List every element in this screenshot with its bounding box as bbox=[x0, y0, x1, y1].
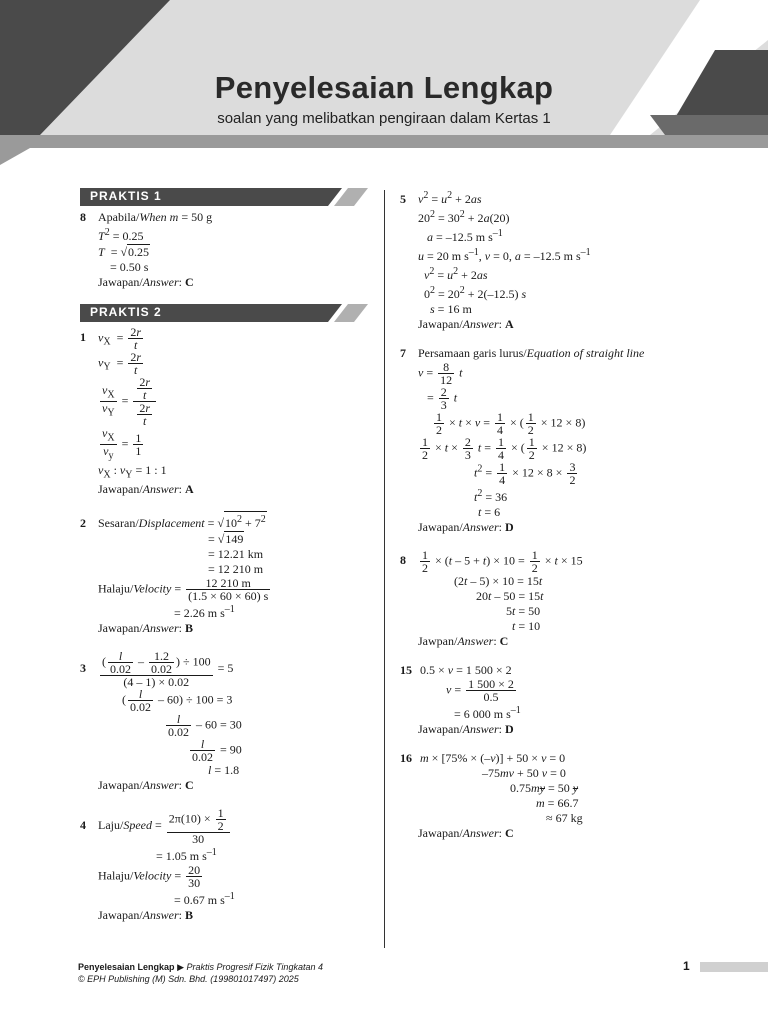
right-column bbox=[400, 188, 690, 855]
question-p1-8: 8 Apabila/When m = 50 g $T^2 = 0.25$ T = √0.25 = 0.50 s Jawapan/Answer: C bbox=[80, 210, 213, 289]
section-label: PRAKTIS 2 bbox=[90, 305, 162, 319]
section-header-praktis-1 bbox=[80, 188, 368, 206]
footer-book-title: Penyelesaian Lengkap bbox=[78, 962, 175, 972]
page-footer bbox=[78, 961, 323, 985]
arrow-right-icon: ▶ bbox=[177, 962, 184, 972]
question-p2-2: 2 Sesaran/Displacement = $√10^2 + 7^2$ = √149 = 12.21 km = 12 210 m Halaju/Velocity = $\frac{12 210 m}{(1.5 \times 60 \times 60) s}$ = 2.26 m $s^{-1}$ Jawapan/Answer: B bbox=[80, 511, 370, 636]
question-p2-3: 3 ( $\frac{l}{0.02}$ – $\frac{1.2}{0.02}$ ) ÷ 100 (4 – 1) × 0.02 = 5 ( $\frac{l}{0.02}$ – 60) ÷ 100 = 3 $\frac{l}{0.02}$ – 60 = 30 $\frac{l}{0.02}$ = 90 l = 1.8 Jawapan/Answer: C bbox=[80, 649, 242, 793]
question-p2-15: 15 0.5 × v = 1 500 × 2 v = $\frac{1 500 \times 2}{0.5}$ = 6 000 m $s^{-1}$ Jawapan/Answer: D bbox=[400, 663, 521, 736]
question-p2-4: 4 Laju/Speed = 2π(10) × $\frac{1}{2}$ 30 = 1.05 m $s^{-1}$ Halaju/Velocity = $\frac{20}{30}$ = 0.67 m $s^{-1}$ Jawapan/Answer: B bbox=[80, 806, 235, 923]
footer-series: Praktis Progresif Fizik Tingkatan 4 bbox=[186, 962, 323, 972]
column-divider bbox=[384, 190, 385, 948]
answer-value: C bbox=[185, 275, 194, 289]
footer-copyright: © EPH Publishing (M) Sdn. Bhd. (199801017497) 2025 bbox=[78, 974, 299, 984]
page-subtitle: soalan yang melibatkan pengiraan dalam Kertas 1 bbox=[217, 110, 551, 127]
section-label: PRAKTIS 1 bbox=[90, 189, 162, 203]
section-header-praktis-2 bbox=[80, 304, 368, 322]
page-number-bar bbox=[700, 962, 768, 972]
page-title: Penyelesaian Lengkap bbox=[214, 70, 554, 105]
left-column bbox=[80, 188, 370, 937]
question-p2-16: 16 m × [75% × (–v)] + 50 × v = 0 –75mv + 50 v = 0 0.75my = 50 y m = 66.7 ≈ 67 kg Jawapan/Answer: C bbox=[400, 751, 583, 840]
page-number: 1 bbox=[683, 959, 690, 973]
question-p2-5: 5 $v^2 = u^2 + 2as$ $20^2 = 30^2 + 2a(20)$ a = –12.5 m $s^{-1}$ u = 20 m $s^{-1}$, v = 0, a = –12.5 m $s^{-1}$ $v^2 = u^2 + 2as$ $0^2 = 20^2 + 2(-12.5)$ s s = 16 m Jawapan/Answer: A bbox=[400, 190, 591, 331]
question-p2-8: 8 $\frac{1}{2}$ × (t – 5 + t) × 10 = $\frac{1}{2}$ × t × 15 (2t – 5) × 10 = 15t 20t – 50 = 15t 5t = 50 t = 10 Jawpan/Answer: C bbox=[400, 548, 583, 648]
question-p2-1: 1 $v_X$ = $\frac{2r}{t}$ $v_Y$ = $\frac{2r}{t}$ $\frac{v_X}{v_Y}$ = $\frac{\frac{2r}{t}}{\frac{2r}{t}}$ $\frac{v_X}{v_y}$ = $\frac{1}{1}$ $v_X$ : $v_Y = 1$ : 1 Jawapan/Answer: A bbox=[80, 325, 194, 497]
question-p2-7: 7 Persamaan garis lurus/Equation of straight line v = $\frac{8}{12}$ t = $\frac{2}{3}$ t $\frac{1}{2}$ × t × v = $\frac{1}{4}$ × ( $\frac{1}{2}$ × 12 × 8) $\frac{1}{2}$ × t × $\frac{2}{3}$ t = $\frac{1}{4}$ × ( $\frac{1}{2}$ × 12 × 8) $t^2$ = $\frac{1}{4}$ × 12 × 8 × $\frac{3}{2}$ $t^2 = 36$ t = 6 Jawapan/Answer: D bbox=[400, 346, 645, 534]
